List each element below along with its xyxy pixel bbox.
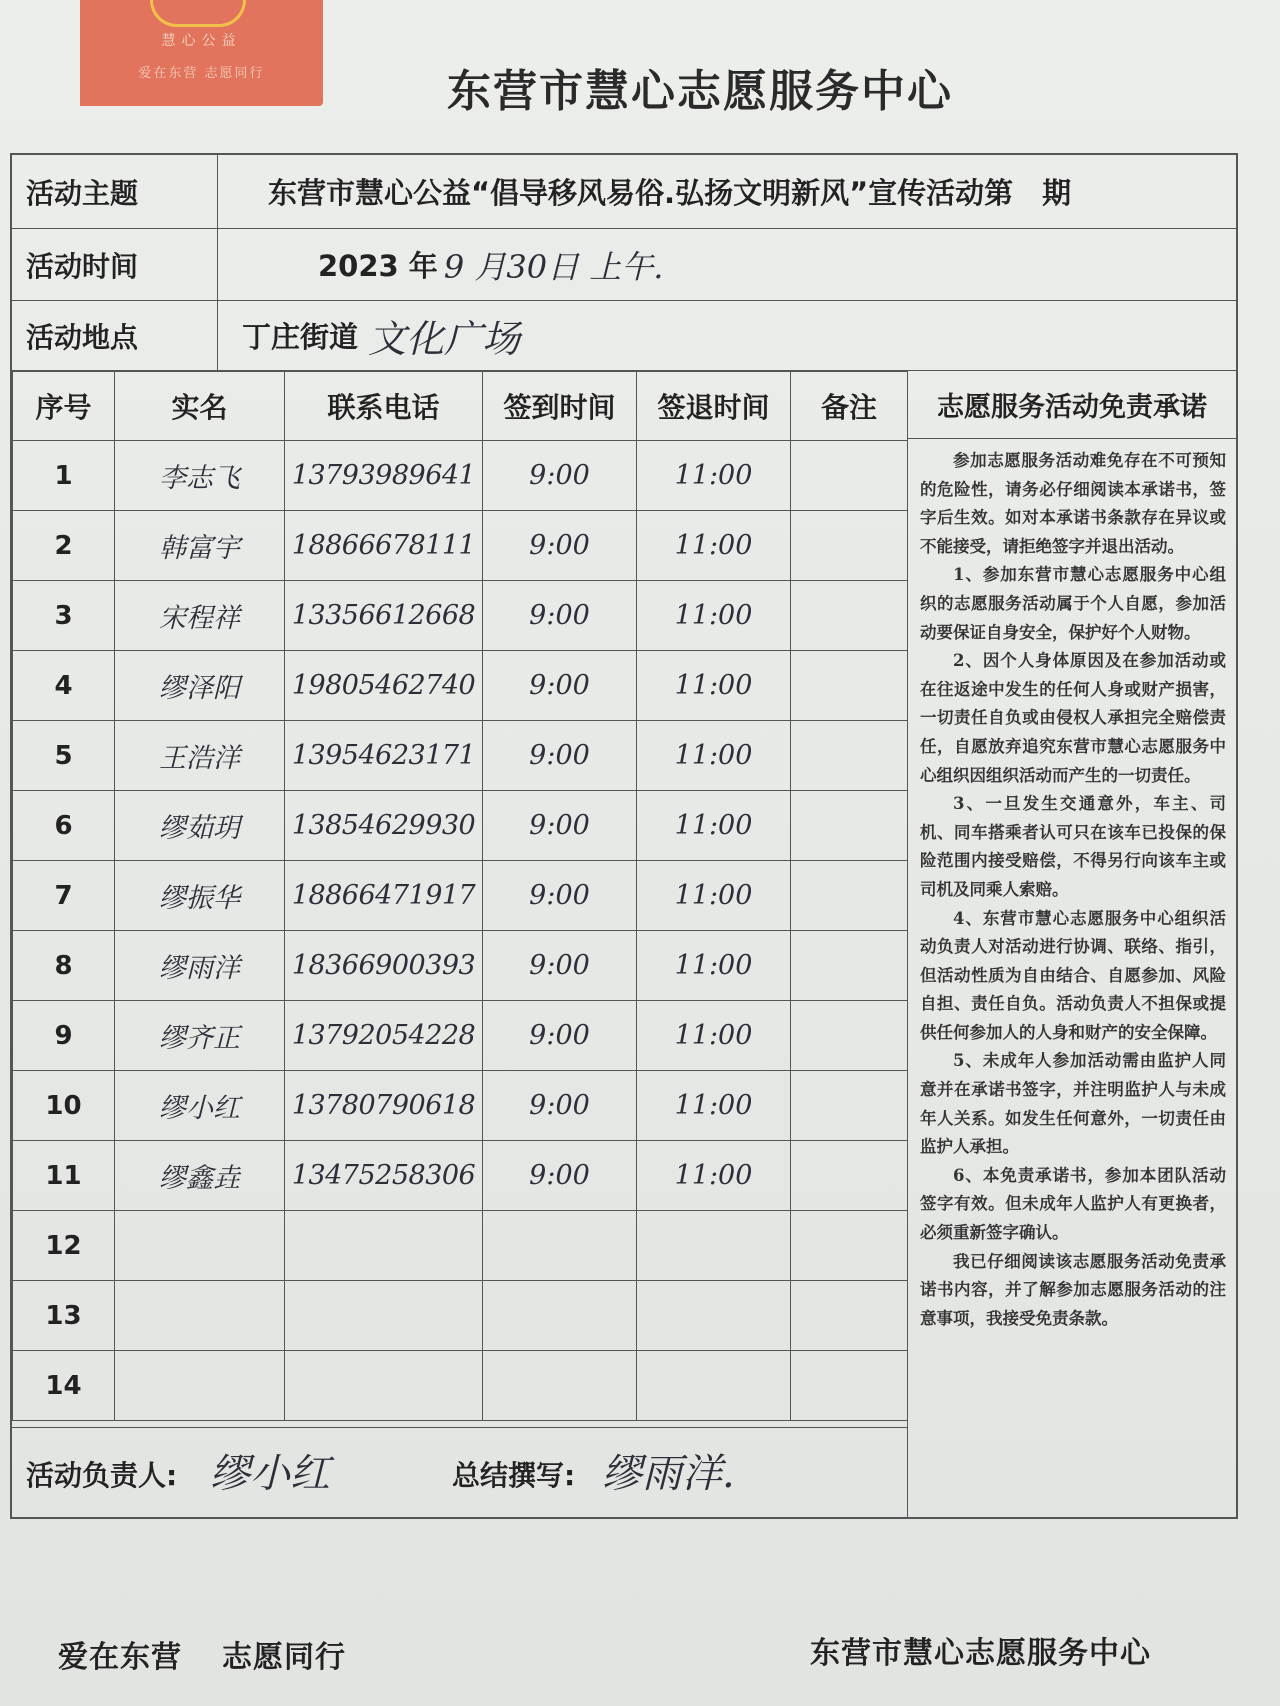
table-row bbox=[13, 1001, 908, 1071]
checkout-time: 11:00 bbox=[637, 511, 791, 581]
place-value bbox=[218, 301, 1236, 370]
volunteer-name: 缪齐正 bbox=[115, 1001, 285, 1071]
remark-cell bbox=[791, 1351, 908, 1421]
checkout-time: 11:00 bbox=[637, 791, 791, 861]
logo-slogan: 爱在东营 志愿同行 bbox=[138, 66, 265, 81]
volunteer-name: 缪振华 bbox=[115, 861, 285, 931]
row-number: 8 bbox=[13, 931, 115, 1001]
phone-number: 18866678111 bbox=[285, 511, 483, 581]
waiver-clause-5: 5、未成年人参加活动需由监护人同意并在承诺书签字，并注明监护人与未成年人关系。如发生任何意外，一切责任由监护人承担。 bbox=[920, 1051, 1226, 1157]
volunteer-name: 韩富宇 bbox=[115, 511, 285, 581]
remark-cell bbox=[791, 511, 908, 581]
waiver-body bbox=[908, 439, 1236, 1333]
phone-number: 19805462740 bbox=[285, 651, 483, 721]
table-row bbox=[13, 1071, 908, 1141]
checkin-time bbox=[483, 1281, 637, 1351]
waiver-clause-4: 4、东营市慧心志愿服务中心组织活动负责人对活动进行协调、联络、指引，但活动性质为自由结合、自愿参加、风险自担、责任自负。活动负责人不担保或提供任何参加人的人身和财产的安全保障。 bbox=[920, 908, 1226, 1042]
roster-table bbox=[12, 371, 908, 1421]
remark-cell bbox=[791, 931, 908, 1001]
checkout-time bbox=[637, 1351, 791, 1421]
remark-cell bbox=[791, 1071, 908, 1141]
logo-name: 慧心公益 bbox=[161, 33, 242, 49]
checkin-time: 9:00 bbox=[483, 511, 637, 581]
row-number: 1 bbox=[13, 441, 115, 511]
table-row bbox=[13, 1211, 908, 1281]
checkin-time: 9:00 bbox=[483, 1071, 637, 1141]
summary-label: 总结撰写: bbox=[452, 1459, 576, 1492]
remark-cell bbox=[791, 861, 908, 931]
remark-cell bbox=[791, 651, 908, 721]
waiver-clause-3: 3、一旦发生交通意外，车主、司机、同车搭乘者认可只在该车已投保的保险范围内接受赔偿，不得另行向该车主或司机及同乘人索赔。 bbox=[920, 794, 1226, 899]
table-row bbox=[13, 791, 908, 861]
checkin-time bbox=[483, 1211, 637, 1281]
summary-signature: 缪雨洋. bbox=[602, 1451, 735, 1497]
remark-cell bbox=[791, 1281, 908, 1351]
organization-logo bbox=[80, 0, 323, 106]
time-printed: 2023 年 bbox=[318, 249, 438, 283]
volunteer-name: 缪雨洋 bbox=[115, 931, 285, 1001]
volunteer-name: 缪小红 bbox=[115, 1071, 285, 1141]
row-number: 9 bbox=[13, 1001, 115, 1071]
waiver-clause-1: 1、参加东营市慧心志愿服务中心组织的志愿服务活动属于个人自愿，参加活动要保证自身安全，保护好个人财物。 bbox=[920, 565, 1226, 642]
col-name-header: 实名 bbox=[115, 372, 285, 441]
row-number: 10 bbox=[13, 1071, 115, 1141]
phone-number: 18866471917 bbox=[285, 861, 483, 931]
theme-label: 活动主题 bbox=[12, 155, 218, 228]
checkout-time: 11:00 bbox=[637, 931, 791, 1001]
checkin-time bbox=[483, 1351, 637, 1421]
waiver-intro: 参加志愿服务活动难免存在不可预知的危险性，请务必仔细阅读本承诺书，签字后生效。如对本承诺书条款存在异议或不能接受，请拒绝签字并退出活动。 bbox=[920, 451, 1226, 556]
remark-cell bbox=[791, 721, 908, 791]
checkin-time: 9:00 bbox=[483, 931, 637, 1001]
leader-signature: 缪小红 bbox=[210, 1451, 330, 1497]
checkout-time: 11:00 bbox=[637, 1141, 791, 1211]
volunteer-name: 宋程祥 bbox=[115, 581, 285, 651]
table-row bbox=[13, 721, 908, 791]
time-label: 活动时间 bbox=[12, 229, 218, 300]
table-row bbox=[13, 861, 908, 931]
checkout-time: 11:00 bbox=[637, 581, 791, 651]
volunteer-name bbox=[115, 1351, 285, 1421]
phone-number: 13356612668 bbox=[285, 581, 483, 651]
row-number: 11 bbox=[13, 1141, 115, 1211]
table-row bbox=[13, 651, 908, 721]
volunteer-name: 王浩洋 bbox=[115, 721, 285, 791]
leader-label: 活动负责人: bbox=[26, 1459, 178, 1492]
signin-form bbox=[10, 153, 1238, 1519]
phone-number bbox=[285, 1281, 483, 1351]
col-remark-header: 备注 bbox=[791, 372, 908, 441]
row-number: 13 bbox=[13, 1281, 115, 1351]
checkout-time: 11:00 bbox=[637, 1001, 791, 1071]
phone-number bbox=[285, 1351, 483, 1421]
checkin-time: 9:00 bbox=[483, 791, 637, 861]
checkout-time bbox=[637, 1281, 791, 1351]
place-label: 活动地点 bbox=[12, 301, 218, 370]
checkout-time: 11:00 bbox=[637, 441, 791, 511]
row-number: 12 bbox=[13, 1211, 115, 1281]
checkin-time: 9:00 bbox=[483, 441, 637, 511]
bottom-slogan bbox=[58, 1632, 386, 1676]
waiver-acknowledgement: 我已仔细阅读该志愿服务活动免责承诺书内容，并了解参加志愿服务活动的注意事项，我接受免责条款。 bbox=[920, 1251, 1226, 1328]
checkin-time: 9:00 bbox=[483, 1001, 637, 1071]
col-no-header: 序号 bbox=[13, 372, 115, 441]
row-number: 3 bbox=[13, 581, 115, 651]
waiver-clause-2: 2、因个人身体原因及在参加活动或在往返途中发生的任何人身或财产损害，一切责任自负或由侵权人承担完全赔偿责任，自愿放弃追究东营市慧心志愿服务中心组织因组织活动而产生的一切责任。 bbox=[920, 651, 1226, 785]
time-value bbox=[218, 229, 1236, 300]
time-handwritten: 9 月30日 上午. bbox=[443, 247, 664, 286]
slogan-left: 爱在东营 bbox=[58, 1640, 182, 1675]
phone-number: 13954623171 bbox=[285, 721, 483, 791]
remark-cell bbox=[791, 1211, 908, 1281]
volunteer-name bbox=[115, 1281, 285, 1351]
logo-icon bbox=[150, 0, 246, 27]
row-number: 7 bbox=[13, 861, 115, 931]
place-printed: 丁庄街道 bbox=[242, 320, 359, 354]
checkout-time: 11:00 bbox=[637, 651, 791, 721]
phone-number: 13854629930 bbox=[285, 791, 483, 861]
place-row bbox=[12, 301, 1236, 371]
waiver-panel bbox=[907, 371, 1236, 1517]
place-handwritten: 文化广场 bbox=[368, 317, 521, 361]
signature-row bbox=[12, 1427, 907, 1517]
row-number: 14 bbox=[13, 1351, 115, 1421]
phone-number: 13475258306 bbox=[285, 1141, 483, 1211]
phone-number: 13780790618 bbox=[285, 1071, 483, 1141]
phone-number: 13793989641 bbox=[285, 441, 483, 511]
volunteer-name: 缪泽阳 bbox=[115, 651, 285, 721]
waiver-title: 志愿服务活动免责承诺 bbox=[908, 371, 1236, 439]
col-phone-header: 联系电话 bbox=[285, 372, 483, 441]
remark-cell bbox=[791, 1001, 908, 1071]
checkout-time: 11:00 bbox=[637, 721, 791, 791]
phone-number: 18366900393 bbox=[285, 931, 483, 1001]
volunteer-name bbox=[115, 1211, 285, 1281]
phone-number: 13792054228 bbox=[285, 1001, 483, 1071]
theme-value: 东营市慧心公益“倡导移风易俗.弘扬文明新风”宣传活动第 期 bbox=[268, 176, 1072, 210]
checkin-time: 9:00 bbox=[483, 721, 637, 791]
table-row bbox=[13, 581, 908, 651]
theme-row bbox=[12, 155, 1236, 229]
table-header-row bbox=[13, 372, 908, 441]
table-row bbox=[13, 1141, 908, 1211]
bottom-organization: 东营市慧心志愿服务中心 bbox=[810, 1636, 1151, 1671]
document-title: 东营市慧心志愿服务中心 bbox=[447, 66, 953, 117]
col-checkin-header: 签到时间 bbox=[483, 372, 637, 441]
checkin-time: 9:00 bbox=[483, 581, 637, 651]
row-number: 6 bbox=[13, 791, 115, 861]
checkin-time: 9:00 bbox=[483, 861, 637, 931]
row-number: 5 bbox=[13, 721, 115, 791]
table-row bbox=[13, 931, 908, 1001]
volunteer-name: 李志飞 bbox=[115, 441, 285, 511]
remark-cell bbox=[791, 441, 908, 511]
volunteer-name: 缪鑫垚 bbox=[115, 1141, 285, 1211]
checkout-time bbox=[637, 1211, 791, 1281]
table-row bbox=[13, 1281, 908, 1351]
checkout-time: 11:00 bbox=[637, 861, 791, 931]
remark-cell bbox=[791, 791, 908, 861]
remark-cell bbox=[791, 581, 908, 651]
waiver-clause-6: 6、本免责承诺书，参加本团队活动签字有效。但未成年人监护人有更换者，必须重新签字确认。 bbox=[920, 1165, 1226, 1243]
row-number: 4 bbox=[13, 651, 115, 721]
time-row bbox=[12, 229, 1236, 301]
table-row bbox=[13, 441, 908, 511]
remark-cell bbox=[791, 1141, 908, 1211]
table-row bbox=[13, 1351, 908, 1421]
row-number: 2 bbox=[13, 511, 115, 581]
checkin-time: 9:00 bbox=[483, 1141, 637, 1211]
col-checkout-header: 签退时间 bbox=[637, 372, 791, 441]
checkin-time: 9:00 bbox=[483, 651, 637, 721]
table-row bbox=[13, 511, 908, 581]
checkout-time: 11:00 bbox=[637, 1071, 791, 1141]
phone-number bbox=[285, 1211, 483, 1281]
volunteer-name: 缪茹玥 bbox=[115, 791, 285, 861]
slogan-right: 志愿同行 bbox=[222, 1640, 346, 1675]
